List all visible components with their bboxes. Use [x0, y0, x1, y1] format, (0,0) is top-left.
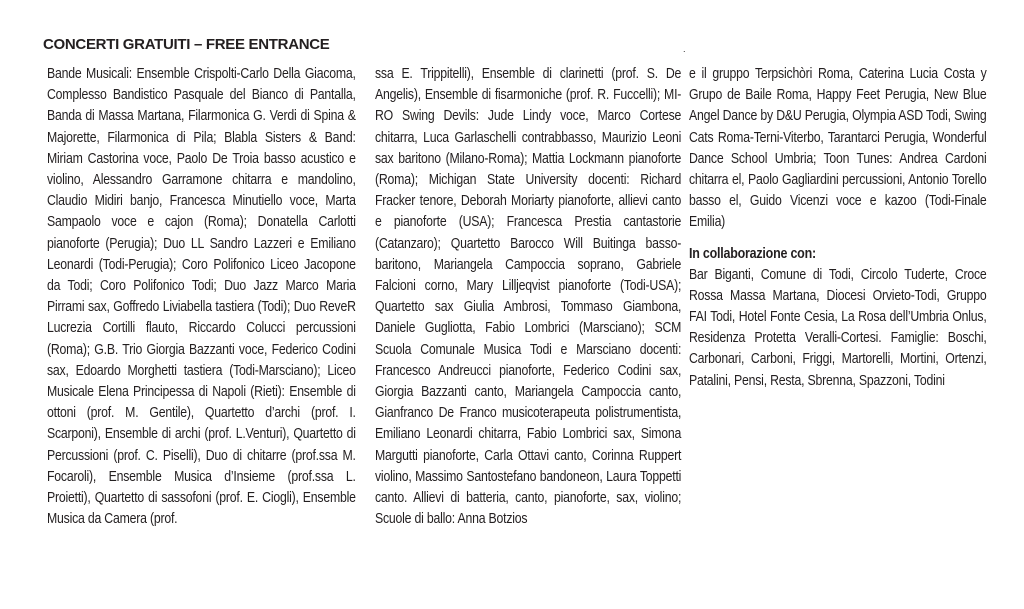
performers-text-part-3: e il gruppo Terpsichòri Roma, Caterina Lucia Costa y Grupo de Baile Roma, Happy Feet Perugia, New Blue Angel Dance by D&U Perugia, Olympia ASD Todi, Swing Cats Roma-Terni-Viterbo, Tarantarci Perugia, Wonderful Dance School Umbria; Toon Tunes: Andrea Cardoni chitarra el, Paolo Gagliardini percussioni, Antonio Torello basso el, Guido Vicenzi voce e kazoo (Todi-Finale Emilia): [689, 66, 987, 231]
column-3: [689, 64, 987, 392]
collaboration-text: Bar Biganti, Comune di Todi, Circolo Tuderte, Croce Rossa Massa Martana, Diocesi Orvieto-Todi, Gruppo FAI Todi, Hotel Fonte Cesia, La Rosa dell’Umbria Onlus, Residenza Protetta Veralli-Cortesi. Famiglie: Boschi, Carbonari, Carboni, Friggi, Martorelli, Mortini, Ortenzi, Patalini, Pensi, Resta, Sbrenna, Spazzoni, Todini: [689, 266, 987, 389]
stray-mark: .: [683, 44, 686, 54]
section-heading: CONCERTI GRATUITI – FREE ENTRANCE: [43, 36, 330, 53]
column-2: [375, 64, 681, 530]
performers-text-part-2: ssa E. Trippitelli), Ensemble di clarinetti (prof. S. De Angelis), Ensemble di fisarmoniche (prof. R. Fuccelli); MI-RO Swing Devils: Jude Lindy voce, Marco Cortese chitarra, Luca Garlaschelli contrabbasso, Maurizio Leoni sax baritono (Milano-Roma); Mattia Lockmann pianoforte (Roma); Michigan State University docenti: Richard Fracker tenore, Deborah Moriarty pianoforte, allievi canto e pianoforte (USA); Francesca Prestia cantastorie (Catanzaro); Quartetto Barocco Will Buitinga basso-baritono, Mariangela Campoccia soprano, Gabriele Falcioni corno, Mary Lilljeqvist pianoforte (Todi-USA); Quartetto sax Giulia Ambrosi, Tommaso Giambona, Daniele Gugliotta, Fabio Lombrici (Marsciano); SCM Scuola Comunale Musica Todi e Marsciano docenti: Francesco Andreucci pianoforte, Federico Codini sax, Giorgia Bazzanti canto, Mariangela Campoccia canto, Gianfranco De Franco musicoterapeuta polistrumentista, Emiliano Leonardi chitarra, Fabio Lombrici sax, Simona Margutti pianoforte, Carla Ottavi canto, Corinna Ruppert violino, Massimo Santostefano bandoneon, Laura Toppetti canto. Allievi di batteria, canto, pianoforte, sax, violino; Scuole di ballo: Anna Botzios: [375, 66, 682, 528]
column-1: [47, 64, 356, 530]
collaboration-heading: In collaborazione con:: [689, 245, 816, 262]
performers-text-part-1: Bande Musicali: Ensemble Crispolti-Carlo Della Giacoma, Complesso Bandistico Pasquale del Bianco di Pantalla, Banda di Massa Martana, Filarmonica G. Verdi di Spina & Majorette, Filarmonica di Pila; Blabla Sisters & Band: Miriam Castorina voce, Paolo De Troia basso acustico e violino, Alessandro Garramone chitarra e mandolino, Claudio Midiri banjo, Francesca Minutiello voce, Marta Sampaolo voce e cajon (Roma); Donatella Carlotti pianoforte (Perugia); Duo LL Sandro Lazzeri e Emiliano Leonardi (Todi-Perugia); Coro Polifonico Liceo Jacopone da Todi; Coro Polifonico Todi; Duo Jazz Marco Maria Pirrami sax, Goffredo Liviabella tastiera (Todi); Duo ReveR Lucrezia Cortilli flauto, Riccardo Colucci percussioni (Roma); G.B. Trio Giorgia Bazzanti voce, Federico Codini sax, Edoardo Morghetti tastiera (Todi-Marsciano); Liceo Musicale Elena Principessa di Napoli (Rieti): Ensemble di ottoni (prof. M. Gentile), Quartetto d’archi (prof. I. Scarponi), Ensemble di archi (prof. L.Venturi), Quartetto di Percussioni (prof. C. Piselli), Duo di chitarre (prof.ssa M. Focaroli), Ensemble Musica d’Insieme (prof.ssa L. Proietti), Quartetto di sassofoni (prof. E. Ciogli), Ensemble Musica da Camera (prof.: [47, 66, 356, 528]
